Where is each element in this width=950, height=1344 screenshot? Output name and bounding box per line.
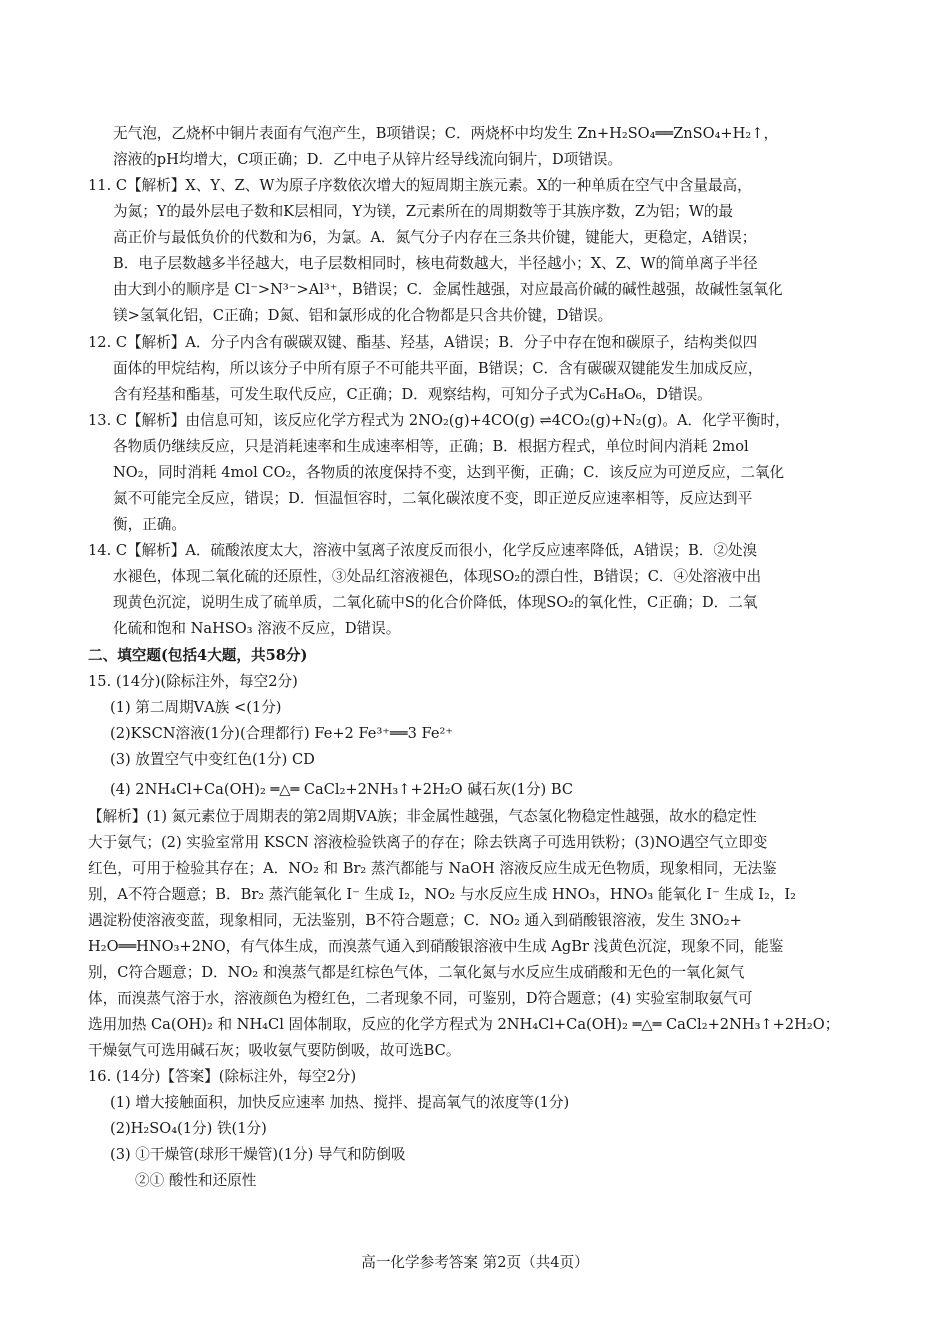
text-line: NO₂，同时消耗 4mol CO₂，各物质的浓度保持不变，达到平衡，正确；C．该反应为可逆反应，二氧化: [113, 464, 785, 481]
text-line: 水褪色，体现二氧化硫的还原性，③处品红溶液褪色，体现SO₂的漂白性，B错误；C．④处溶液中出: [113, 568, 762, 585]
text-line: 化硫和饱和 NaHSO₃ 溶液不反应，D错误。: [113, 620, 401, 637]
text-line: (1) 增大接触面积，加快反应速率 加热、搅拌、提高氧气的浓度等(1分): [110, 1094, 570, 1111]
text-line: 氮不可能完全反应，错误；D．恒温恒容时，二氧化碳浓度不变，即正逆反应速率相等，反应达到平: [113, 490, 753, 507]
text-line: (3) 放置空气中变红色(1分) CD: [110, 751, 315, 768]
text-line: 别，A不符合题意；B．Br₂ 蒸汽能氧化 I⁻ 生成 I₂，NO₂ 与水反应生成 HNO₃，HNO₃ 能氧化 I⁻ 生成 I₂，I₂: [88, 886, 797, 903]
text-line: 别，C符合题意；D．NO₂ 和溴蒸气都是红棕色气体，二氧化氮与水反应生成硝酸和无色的一氧化氮气: [88, 964, 745, 981]
text-line: (4) 2NH₄Cl+Ca(OH)₂ ═△═ CaCl₂+2NH₃↑+2H₂O 碱石灰(1分) BC: [110, 781, 574, 798]
text-line: 16. (14分)【答案】(除标注外，每空2分): [88, 1068, 357, 1085]
text-line: H₂O══HNO₃+2NO，有气体生成，而溴蒸气通入到硝酸银溶液中生成 AgBr 浅黄色沉淀，现象不同，能鉴: [88, 938, 784, 955]
text-line: 由大到小的顺序是 Cl⁻>N³⁻>Al³⁺，B错误；C．金属性越强，对应最高价碱的碱性越强，故碱性氢氧化: [113, 281, 783, 298]
text-line: 体，而溴蒸气溶于水，溶液颜色为橙红色，二者现象不同，可鉴别，D符合题意；(4) 实验室制取氨气可: [88, 990, 753, 1007]
text-line: 11. C【解析】X、Y、Z、W为原子序数依次增大的短周期主族元素。X的一种单质在空气中含量最高，: [88, 177, 752, 194]
text-line: B．电子层数越多半径越大，电子层数相同时，核电荷数越大，半径越小；X、Z、W的简单离子半径: [113, 255, 758, 272]
section-heading: 二、填空题(包括4大题，共58分): [88, 647, 308, 664]
text-line: 镁>氢氧化铝，C正确；D氮、铝和氯形成的化合物都是只含共价键，D错误。: [113, 307, 613, 324]
text-line: 红色，可用于检验其存在；A．NO₂ 和 Br₂ 蒸汽都能与 NaOH 溶液反应生成无色物质，现象相同，无法鉴: [88, 860, 777, 877]
text-line: 【解析】(1) 氮元素位于周期表的第2周期ⅤA族；非金属性越强，气态氢化物稳定性越强，故水的稳定性: [88, 808, 757, 825]
text-line: 溶液的pH均增大，C项正确；D．乙中电子从锌片经导线流向铜片，D项错误。: [113, 151, 623, 168]
text-line: (2)H₂SO₄(1分) 铁(1分): [110, 1120, 267, 1137]
text-line: (2)KSCN溶液(1分)(合理都行) Fe+2 Fe³⁺══3 Fe²⁺: [110, 725, 454, 742]
text-line: 干燥氨气可选用碱石灰；吸收氨气要防倒吸，故可选BC。: [88, 1042, 461, 1059]
text-line: 各物质仍继续反应，只是消耗速率和生成速率相等，正确；B．根据方程式，单位时间内消耗 2mol: [113, 438, 749, 455]
text-line: (1) 第二周期ⅤA族 <(1分): [110, 699, 282, 716]
text-line: 12. C【解析】A．分子内含有碳碳双键、酯基、羟基，A错误；B．分子中存在饱和碳原子，结构类似四: [88, 334, 758, 351]
text-line: 现黄色沉淀，说明生成了硫单质，二氧化硫中S的化合价降低，体现SO₂的氧化性，C正确；D．二氧: [113, 594, 758, 611]
text-line: 为氮；Y的最外层电子数和K层相同，Y为镁，Z元素所在的周期数等于其族序数，Z为铝；W的最: [113, 203, 734, 220]
text-line: 13. C【解析】由信息可知，该反应化学方程式为 2NO₂(g)+4CO(g) ⇌4CO₂(g)+N₂(g)。A．化学平衡时，: [88, 412, 790, 429]
text-line: 高正价与最低负价的代数和为6，为氯。A．氮气分子内存在三条共价键，键能大，更稳定，A错误；: [113, 229, 757, 246]
text-line: 无气泡，乙烧杯中铜片表面有气泡产生，B项错误；C．两烧杯中均发生 Zn+H₂SO₄══ZnSO₄+H₂↑，: [113, 125, 779, 142]
page-footer: 高一化学参考答案 第2页（共4页）: [361, 1254, 589, 1271]
text-line: ②① 酸性和还原性: [135, 1172, 257, 1189]
text-line: (3) ①干燥管(球形干燥管)(1分) 导气和防倒吸: [110, 1146, 406, 1163]
text-line: 遇淀粉使溶液变蓝，现象相同，无法鉴别，B不符合题意；C．NO₂ 通入到硝酸银溶液，发生 3NO₂+: [88, 912, 742, 929]
text-line: 面体的甲烷结构，所以该分子中所有原子不可能共平面，B错误；C．含有碳碳双键能发生加成反应，: [113, 360, 763, 377]
text-line: 14. C【解析】A．硫酸浓度太大，溶液中氢离子浓度反而很小，化学反应速率降低，A错误；B．②处溴: [88, 542, 758, 559]
text-line: 衡，正确。: [113, 516, 186, 533]
text-line: 选用加热 Ca(OH)₂ 和 NH₄Cl 固体制取，反应的化学方程式为 2NH₄Cl+Ca(OH)₂ ═△═ CaCl₂+2NH₃↑+2H₂O；: [88, 1016, 840, 1033]
text-line: 含有羟基和酯基，可发生取代反应，C正确；D．观察结构，可知分子式为C₆H₈O₆，D错误。: [113, 386, 712, 403]
text-line: 15. (14分)(除标注外，每空2分): [88, 673, 298, 690]
text-line: 大于氨气；(2) 实验室常用 KSCN 溶液检验铁离子的存在；除去铁离子可选用铁粉；(3)NO遇空气立即变: [88, 834, 768, 851]
